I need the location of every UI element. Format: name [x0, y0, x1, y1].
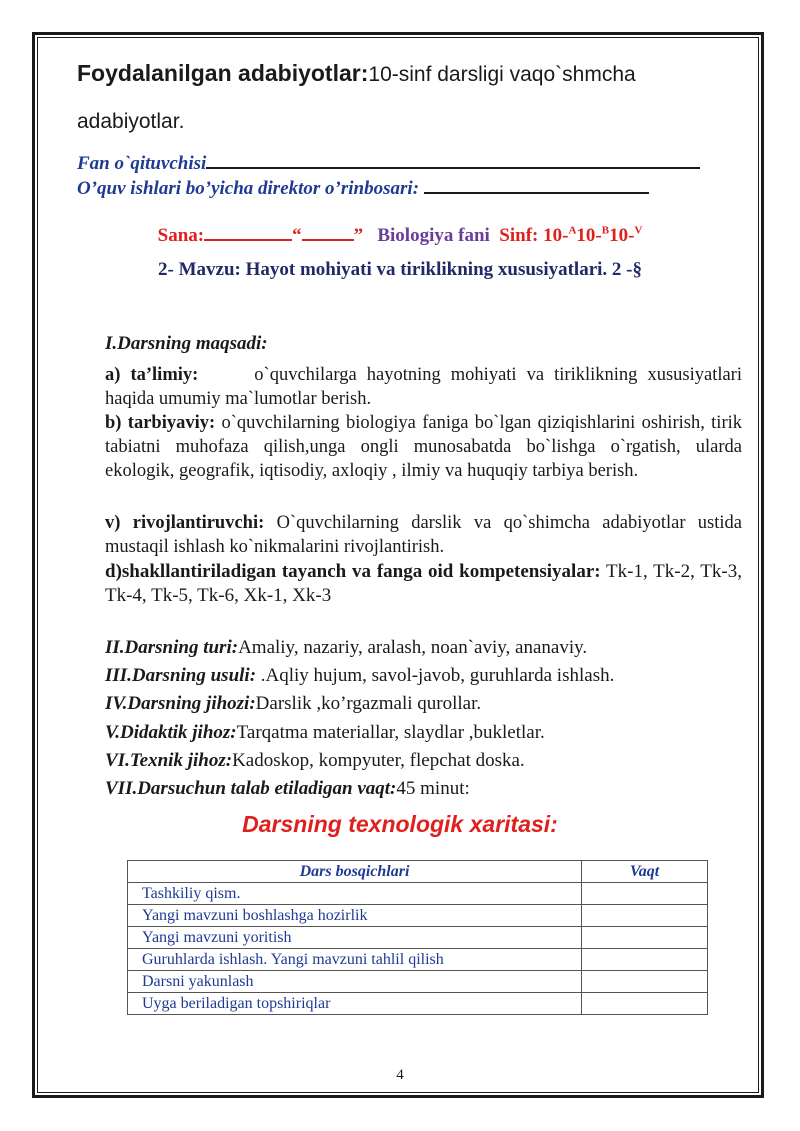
info-time-value: 45 minut:: [396, 778, 470, 799]
goal-b-label: b) tarbiyaviy:: [105, 413, 216, 433]
class-mid-2: 10-: [609, 225, 635, 246]
director-blank: [424, 175, 649, 194]
info-method: [105, 665, 614, 687]
table-cell-time: [582, 883, 708, 905]
table-cell-stage: Tashkiliy qism.: [128, 883, 582, 905]
info-equipment-label: IV.Darsning jihozi:: [105, 693, 256, 714]
class-v: V: [634, 224, 643, 237]
table-cell-time: [582, 993, 708, 1015]
date-quote-close: ”: [353, 225, 364, 246]
references-line: [77, 60, 636, 87]
topic-title: 2- Mavzu: Hayot mohiyati va tiriklikning xususiyatlari. 2 -§: [158, 259, 642, 280]
table-row: [128, 993, 708, 1015]
table-cell-stage: Uyga beriladigan topshiriqlar: [128, 993, 582, 1015]
class-b: B: [601, 224, 610, 237]
tech-map-title: Darsning texnologik xaritasi:: [242, 811, 558, 837]
info-type-value: Amaliy, nazariy, aralash, noan`aviy, ananaviy.: [238, 637, 588, 658]
table-row: [128, 971, 708, 993]
table-cell-time: [582, 971, 708, 993]
goal-v-text: O`quvchilarning darslik va qo`shimcha adabiyotlar ustida mustaqil ishlash ko`nikmalarini rivojlantirish.: [105, 513, 742, 557]
goal-b-text: o`quvchilarning biologiya faniga bo`lgan qiziqishlarini oshirish, tirik tabiatni muhofaza qilish,unga ongli munosabatda bo`lishga o`rgatish, ularda ekologik, geografik, iqtisodiy, axloqiy , ilmiy va huquqiy tarbiya berish.: [105, 413, 742, 481]
table-row: [128, 905, 708, 927]
goal-a-label: a) ta’limiy:: [105, 365, 199, 385]
director-label: O’quv ishlari bo’yicha direktor o’rinbosari:: [77, 178, 424, 199]
table-cell-stage: Darsni yakunlash: [128, 971, 582, 993]
references-label: Foydalanilgan adabiyotlar:: [77, 60, 369, 86]
info-technical-value: Kadoskop, kompyuter, flepchat doska.: [232, 750, 525, 771]
table-cell-time: [582, 905, 708, 927]
table-cell-time: [582, 949, 708, 971]
teacher-line: [77, 150, 700, 175]
info-didactic-value: Tarqatma materiallar, slaydlar ,bukletlar.: [236, 722, 545, 743]
class-mid-1: 10-: [576, 225, 602, 246]
class-label: [499, 225, 642, 246]
info-technical-label: VI.Texnik jihoz:: [105, 750, 233, 771]
table-cell-stage: Guruhlarda ishlash. Yangi mavzuni tahlil qilish: [128, 949, 582, 971]
table-header-time: Vaqt: [582, 861, 708, 883]
teacher-blank: [206, 150, 700, 169]
info-equipment-value: Darslik ,ko’rgazmali qurollar.: [255, 693, 482, 714]
class-a: A: [568, 224, 577, 237]
info-method-label: III.Darsning usuli:: [105, 665, 261, 686]
info-time-label: VII.Darsuchun talab etiladigan vaqt:: [105, 778, 397, 799]
date-label: Sana:: [157, 225, 205, 246]
goal-v: [105, 511, 742, 559]
date-subject-class-line: [0, 222, 800, 247]
references-line-2: adabiyotlar.: [77, 110, 185, 133]
table-cell-time: [582, 927, 708, 949]
info-equipment: [105, 693, 481, 715]
info-time: [105, 778, 470, 800]
goal-d-label: d)shakllantiriladigan tayanch va fanga oid kompetensiyalar:: [105, 561, 601, 582]
page-number: 4: [396, 1067, 404, 1083]
date-blank-1: [204, 222, 292, 241]
date-quote-open: “: [292, 225, 302, 246]
table-row: [128, 927, 708, 949]
table-row: [128, 883, 708, 905]
table-header-stages: Dars bosqichlari: [128, 861, 582, 883]
subject-label: Biologiya fani: [377, 225, 490, 246]
goals-heading: I.Darsning maqsadi:: [105, 333, 268, 354]
goal-v-label: v) rivojlantiruvchi:: [105, 513, 265, 533]
director-line: [77, 175, 649, 200]
goal-d-text: Tk-1, Tk-2, Tk-3, Tk-4, Tk-5, Tk-6, Xk-1, Xk-3: [105, 561, 742, 606]
goal-a: [105, 363, 742, 411]
date-blank-2: [302, 222, 354, 241]
goal-d: [105, 560, 742, 608]
references-text: 10-sinf darsligi vaqo`shmcha: [368, 63, 636, 86]
table-row: [128, 949, 708, 971]
table-cell-stage: Yangi mavzuni yoritish: [128, 927, 582, 949]
table-cell-stage: Yangi mavzuni boshlashga hozirlik: [128, 905, 582, 927]
lesson-plan-table: [127, 860, 708, 1015]
info-technical: [105, 750, 525, 772]
info-type-label: II.Darsning turi:: [105, 637, 239, 658]
class-prefix: Sinf: 10-: [499, 225, 569, 246]
info-method-value: .Aqliy hujum, savol-javob, guruhlarda ishlash.: [260, 665, 615, 686]
goal-b: [105, 411, 742, 483]
info-didactic-label: V.Didaktik jihoz:: [105, 722, 237, 743]
table-header-row: [128, 861, 708, 883]
goal-a-text: o`quvchilarga hayotning mohiyati va tiriklikning xususiyatlari haqida umumiy ma`lumotlar berish.: [105, 365, 742, 409]
info-didactic: [105, 722, 545, 744]
teacher-label: Fan o`qituvchisi: [77, 153, 207, 174]
info-type: [105, 637, 587, 659]
